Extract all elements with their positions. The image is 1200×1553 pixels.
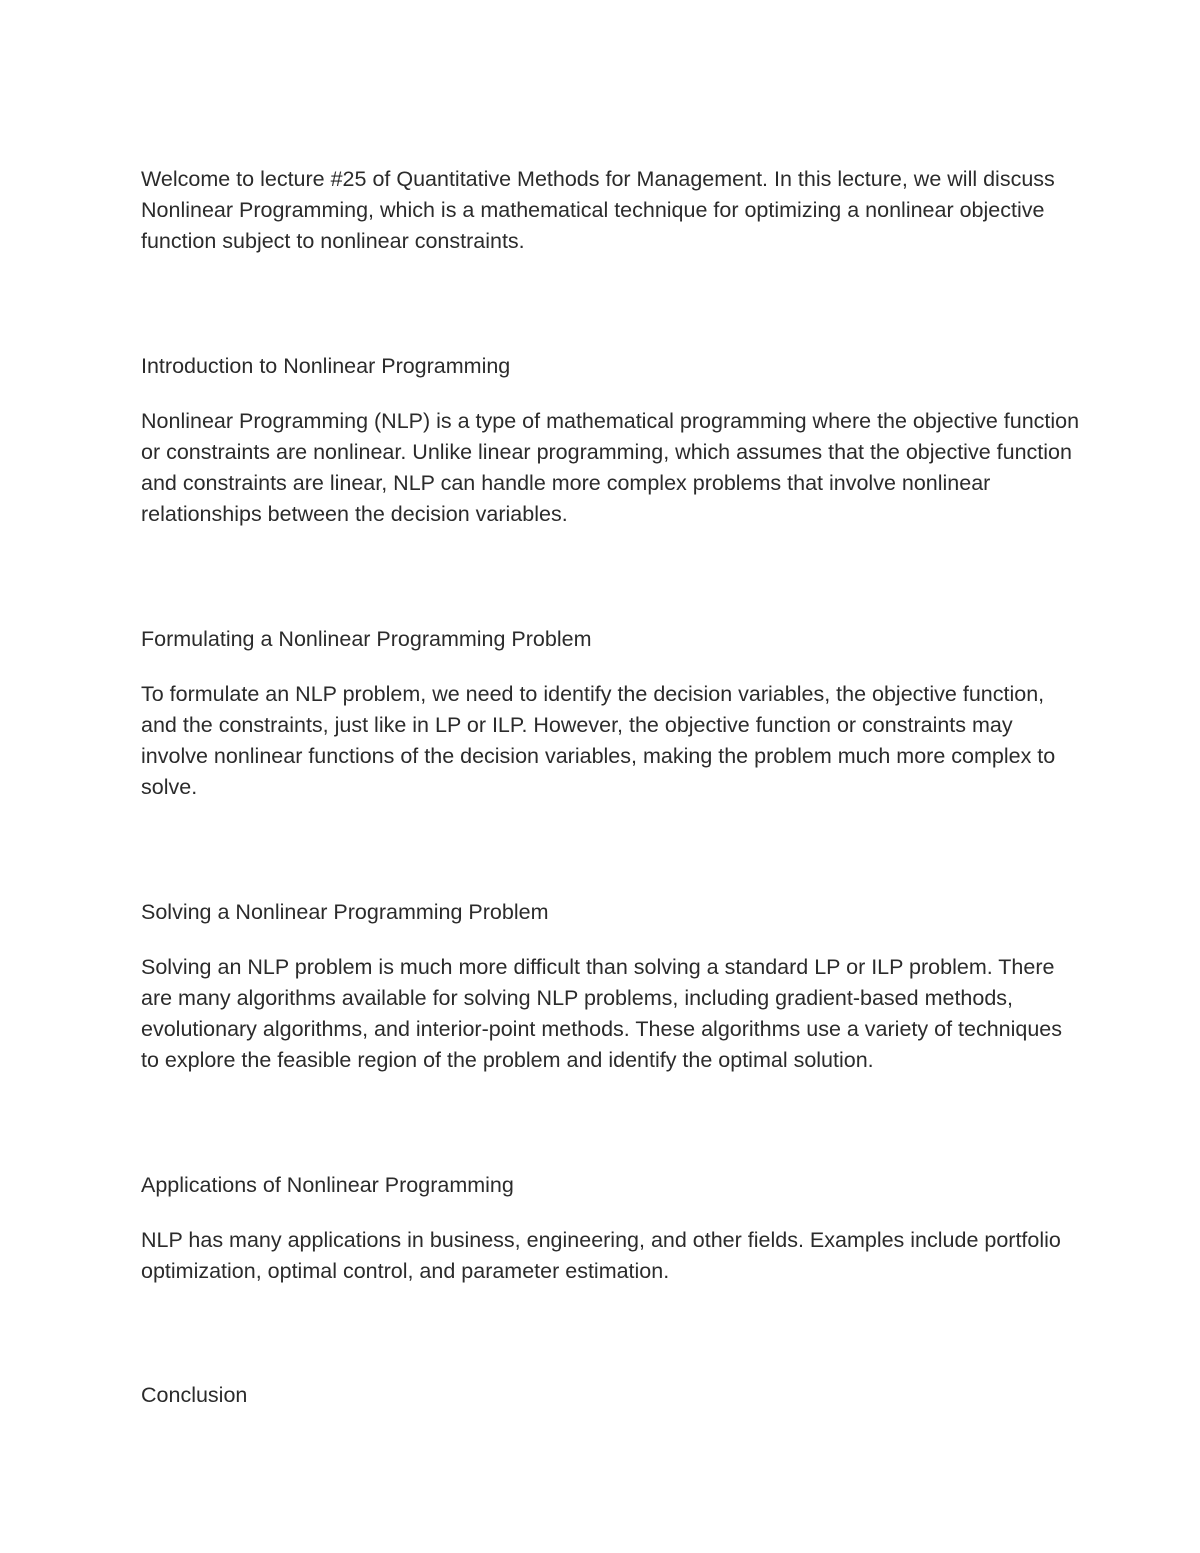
document-page bbox=[141, 164, 1081, 1435]
section-body-formulating: To formulate an NLP problem, we need to identify the decision variables, the objective function, and the constraints, just like in LP or ILP. However, the objective function or constraints may involve nonlinear functions of the decision variables, making the problem much more complex to solve. bbox=[141, 681, 1056, 800]
section-heading-solving: Solving a Nonlinear Programming Problem bbox=[141, 899, 549, 924]
section-heading-conclusion: Conclusion bbox=[141, 1383, 248, 1408]
section-body-applications: NLP has many applications in business, engineering, and other fields. Examples include portfolio optimization, optimal control, and parameter estimation. bbox=[141, 1227, 1061, 1284]
section-heading-applications: Applications of Nonlinear Programming bbox=[141, 1172, 514, 1197]
intro-paragraph: Welcome to lecture #25 of Quantitative Methods for Management. In this lecture, we will discuss Nonlinear Programming, which is a mathematical technique for optimizing a nonlinear objective function subject to nonlinear constraints. bbox=[141, 167, 1055, 254]
section-body-introduction: Nonlinear Programming (NLP) is a type of mathematical programming where the objective function or constraints are nonlinear. Unlike linear programming, which assumes that the objective function and constraints are linear, NLP can handle more complex problems that involve nonlinear relationships between the decision variables. bbox=[141, 408, 1080, 527]
section-heading-formulating: Formulating a Nonlinear Programming Problem bbox=[141, 626, 592, 651]
section-body-solving: Solving an NLP problem is much more difficult than solving a standard LP or ILP problem. There are many algorithms available for solving NLP problems, including gradient-based methods, evolutionary algorithms, and interior-point methods. These algorithms use a variety of techniques to explore the feasible region of the problem and identify the optimal solution. bbox=[141, 954, 1063, 1073]
section-heading-introduction: Introduction to Nonlinear Programming bbox=[141, 353, 511, 378]
